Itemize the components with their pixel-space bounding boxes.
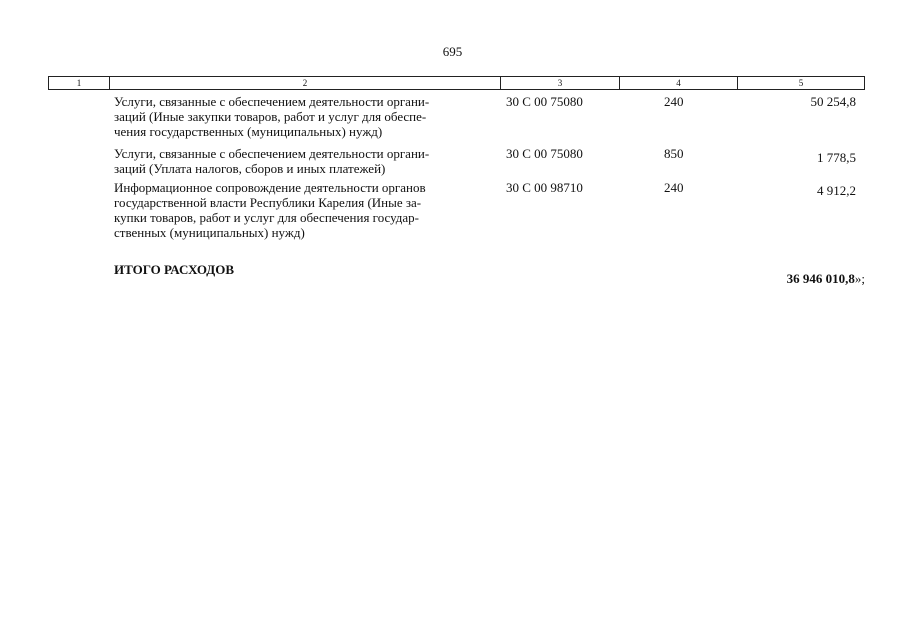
total-value [787,271,865,287]
total-suffix: »; [854,271,865,286]
page-number: 695 [442,44,463,59]
row-name-line: Информационное сопровождение деятельности органов [114,180,426,195]
row-name [114,146,488,176]
row-name-line: заций (Иные закупки товаров, работ и услуг для обеспе- [114,109,427,124]
row-name [114,94,488,139]
row-amount: 1 778,5 [817,150,856,165]
row-type: 240 [664,180,684,195]
row-name [114,180,488,240]
table-header [48,76,865,90]
row-type: 850 [664,146,684,161]
total-label: ИТОГО РАСХОДОВ [114,262,235,277]
header-col-2: 2 [109,77,500,89]
header-col-3: 3 [500,77,619,89]
row-amount: 50 254,8 [810,94,856,109]
row-code: 30 С 00 98710 [506,180,583,195]
row-name-line: заций (Уплата налогов, сборов и иных платежей) [114,161,386,176]
row-name-line: государственной власти Республики Карелия (Иные за- [114,195,422,210]
header-col-1: 1 [76,78,82,88]
header-col-4: 4 [619,77,737,89]
row-code: 30 С 00 75080 [506,146,583,161]
row-name-line: ственных (муниципальных) нужд) [114,225,305,240]
row-type: 240 [664,94,684,109]
row-amount: 4 912,2 [817,183,856,198]
row-code: 30 С 00 75080 [506,94,583,109]
row-name-line: купки товаров, работ и услуг для обеспечения государ- [114,210,420,225]
row-name-line: Услуги, связанные с обеспечением деятельности органи- [114,146,430,161]
row-name-line: чения государственных (муниципальных) нужд) [114,124,383,139]
total-amount: 36 946 010,8 [786,271,855,286]
header-col-5: 5 [737,77,864,89]
row-name-line: Услуги, связанные с обеспечением деятельности органи- [114,94,430,109]
